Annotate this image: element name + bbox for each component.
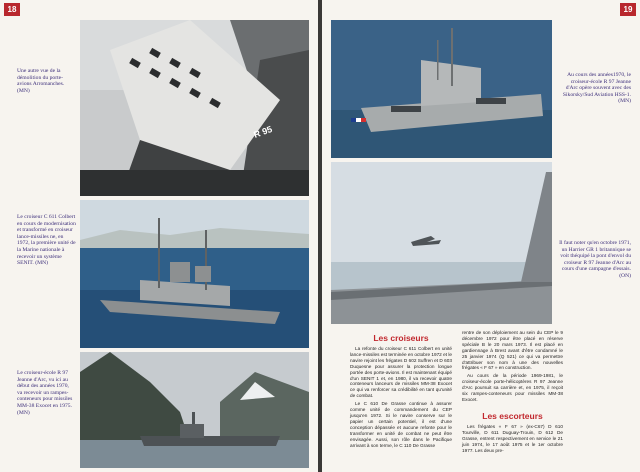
caption-hss1: Au cours des années1970, le croiseur-école R 97 Jeanne d'Arc opère souvent avec des Sikorsky/Sud Aviation HSS-1. (MN) [562,72,631,105]
paragraph: Le C 610 De Grasse continue à assurer comme unité de commandement du CEP jusqu'en 1972. Si le navire conserve sur le papier un certain potentiel, il est d'une conception dépassée et aucune refonte pour le transformer en unité de combat ne peut être envisagée. Aussi, son rôle dans le Pacifique arrivant à son terme, le C 110 De Grasse [350,401,452,448]
paragraph: Au cours de la période 1969-1981, le croiseur-école porte-hélicoptères R 97 Jeanne d'Arc poursuit sa carrière et, en 1975, il reçoit six rampes-conteneurs pour missiles MM-38 Exocet. [462,373,563,402]
paragraph: Les frégates « F 67 » (ex-C67) D 610 Tourville, D 611 Duguay-Trouin, D 612 De Grasse, entrent respectivement en service le 21 juin 1974, le 17 août 1975 et le 1er octobre 1977. Les deux pre- [462,424,563,453]
photo-colbert [80,200,309,348]
paragraph: rentre de son déploiement au sein du CEP le 9 décembre 1972 pour être placé en réserve spéciale B le 20 mars 1973. Il est placé en gardiennage à Brest avant d'être condamné le 25 janvier 1974 (Q 521) ce qui va permettre d'attribuer son nom à une des nouvelles frégates « F 67 » en construction. [462,330,563,371]
caption-harrier: Il faut noter qu'en octobre 1971, un Harrier GR 1 britannique se voit théquipé la pont d'envol du croiseur R 97 Jeanne d'Arc au cours d'une campagne d'essais. (ON) [559,240,631,279]
caption-colbert: Le croiseur C 611 Colbert en cours de modernisation et transformé en croiseur lance-missiles ne, en 1972, la première unité de la Marine nationale à recevoir un système SENIT. (MN) [17,214,76,267]
caption-jeanne-darc: Le croiseur-école R 97 Jeanne d'Arc, vu ici au début des années 1970, va recevoir un rampes-conteneurs pour missiles MM-38 Exocet en 1975. (MN) [17,370,73,416]
photo-harrier-deck [331,162,552,324]
section-title-escorteurs: Les escorteurs [482,411,543,421]
photo-demolition [80,20,309,196]
page-number: 19 [620,3,636,16]
hull-number: R 95 [252,123,274,140]
column-2-text [462,330,563,405]
section-title-croiseurs: Les croiseurs [373,333,429,343]
page-number: 18 [4,3,20,16]
photo-carrier-helicopters [331,20,552,158]
paragraph: La refonte du croiseur C 611 Colbert en unité lance-missiles est terminée en octobre 1972 et le navire rejoint les frégates D 602 Suffren et D 603 Duquesne pour assurer la protection longue portée des porte-avions. Il est maintenant équipé d'un SENIT 1 et, en 1980, il va recevoir quatre conteneurs lanceurs de missiles MM-38 Exocet ce qui va renforcer sa crédibilité en tant qu'unité de combat. [350,346,452,399]
column-2-text-escorteurs [462,424,563,456]
column-1-text [350,346,452,450]
caption-arromanches: Une autre vue de la démolition du porte-avions Arromanches. (MN) [17,68,65,94]
left-page [0,0,318,472]
right-page [322,0,640,472]
photo-jeanne-darc-fjord [80,352,309,468]
